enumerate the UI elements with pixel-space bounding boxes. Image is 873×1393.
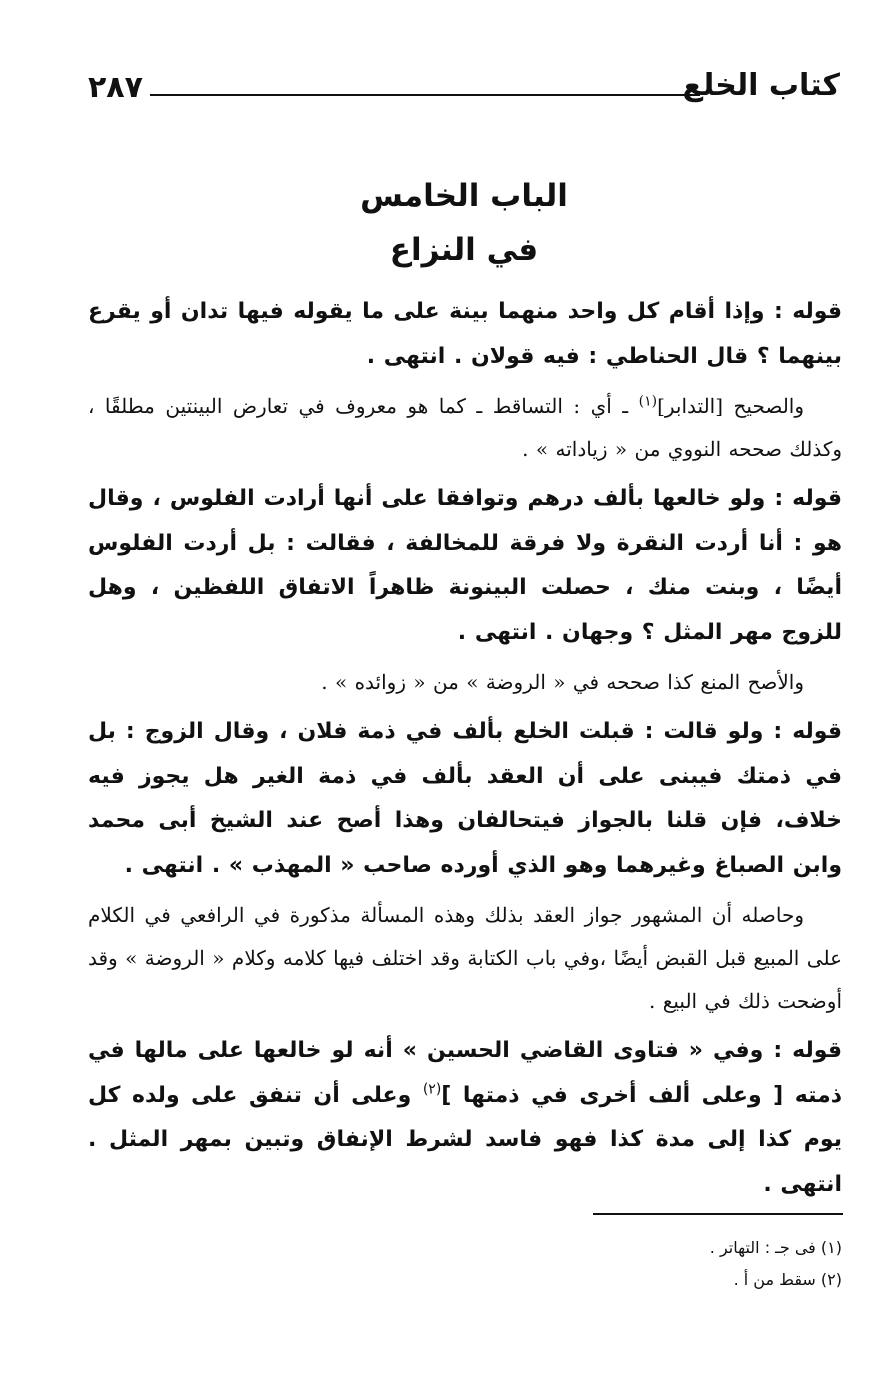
quote-text: قوله : وفي « فتاوى القاضي الحسين » أنه لو خالعها على مالها في ذمته [ وعلى ألف أخرى في ذمتها ] — [88, 1038, 843, 1108]
quote-paragraph-3: قوله : ولو قالت : قبلت الخلع بألف في ذمة فلان ، وقال الزوج : بل في ذمتك فيبنى على أن العقد بألف في ذمة الغير هل يجوز فيه خلاف، فإن قلنا بالجواز فيتحالفان وهذا أصح عند الشيخ أبى محمد وابن الصباغ وغيرهما وهو الذي أورده صاحب « المهذب » . انتهى . — [88, 719, 842, 878]
quote-paragraph-2: قوله : ولو خالعها بألف درهم وتوافقا على أنها أرادت الفلوس ، وقال هو : أنا أردت النقرة ولا فرقة للمخالفة ، فقالت : بل أردت الفلوس أيضًا ، وبنت منك ، حصلت البينونة ظاهراً الاتفاق اللفظين ، وهل للزوج مهر المثل ؟ وجهان . انتهى . — [88, 486, 842, 645]
footnote-ref-1[interactable]: (١) — [638, 393, 658, 410]
footnote-2: (٢) سقط من أ . — [733, 1270, 842, 1289]
page-number: ٢٨٧ — [88, 70, 143, 105]
chapter-subtitle: في النزاع — [389, 232, 539, 268]
quote-text: وعلى أن تنفق على ولده كل يوم كذا إلى مدة كذا فهو فاسد لشرط الإنفاق وتبين بمهر المثل . انتهى . — [88, 1082, 842, 1197]
quote-paragraph-4 — [88, 1029, 842, 1207]
comment-text: والصحيح [التدابر] — [657, 394, 805, 418]
running-title: كتاب الخلع — [682, 68, 840, 103]
chapter-title: الباب الخامس — [360, 178, 568, 214]
footnote-rule — [593, 1213, 843, 1215]
comment-text: ـ أي : التساقط ـ كما هو معروف في تعارض البينتين مطلقًا ، وكذلك صححه النووي من « زياداته » . — [88, 394, 842, 461]
page-header — [88, 68, 840, 112]
footnote-ref-2[interactable]: (٢) — [422, 1081, 442, 1098]
main-text — [88, 290, 842, 1213]
header-rule — [150, 94, 700, 96]
comment-paragraph-3: وحاصله أن المشهور جواز العقد بذلك وهذه المسألة مذكورة في الرافعي في الكلام على المبيع قبل القبض أيضًا ،وفي باب الكتابة وقد اختلف فيها كلامه وكلام « الروضة » وقد أوضحت ذلك في البيع . — [88, 903, 842, 1013]
footnotes — [88, 1232, 842, 1296]
footnote-1: (١) فى جـ : التهاتر . — [709, 1238, 842, 1257]
comment-paragraph-2: والأصح المنع كذا صححه في « الروضة » من « زوائده » . — [321, 670, 804, 694]
comment-paragraph-1 — [88, 385, 842, 471]
quote-paragraph-1: قوله : وإذا أقام كل واحد منهما بينة على ما يقوله فيها تدان أو يقرع بينهما ؟ قال الحناطي : فيه قولان . انتهى . — [88, 299, 842, 369]
